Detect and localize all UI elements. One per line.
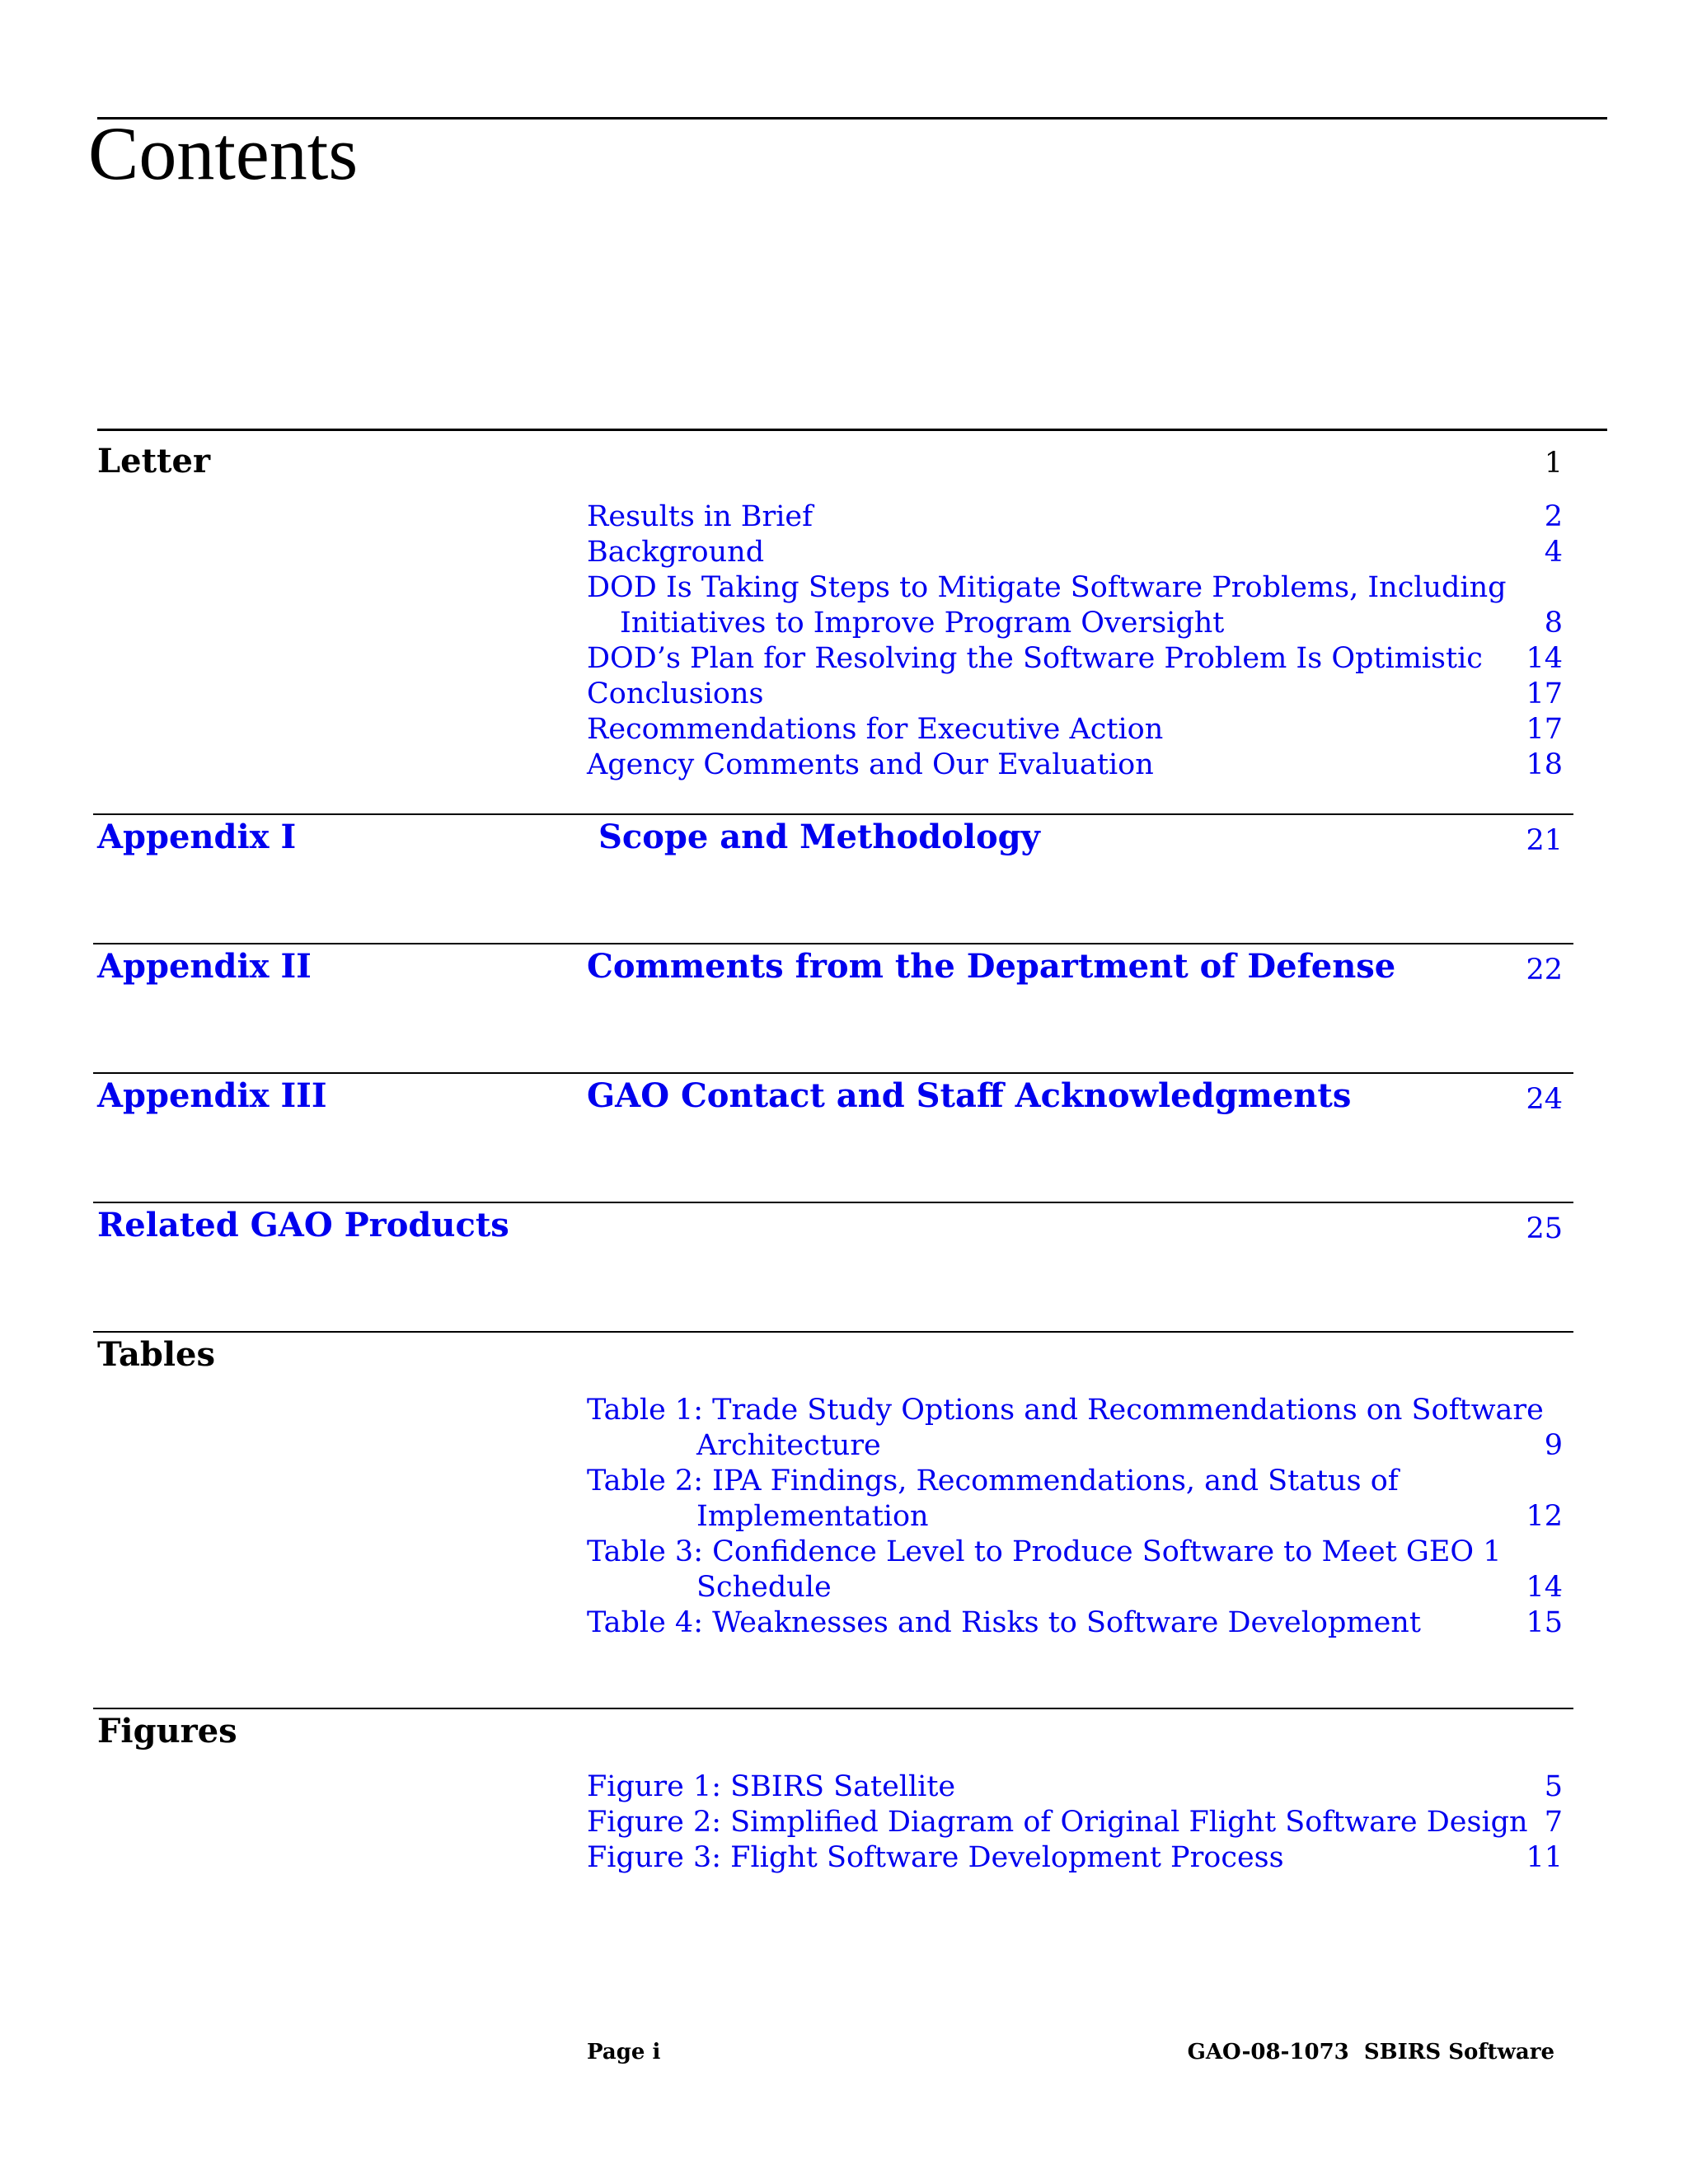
toc-entry[interactable] (587, 499, 1563, 535)
toc-entry[interactable] (587, 1605, 1563, 1641)
toc-entry[interactable] (587, 748, 1563, 783)
toc-entry-text: Table 2: IPA Findings, Recommendations, and Status of (587, 1465, 1399, 1497)
figures-heading: Figures (97, 1712, 237, 1750)
toc-entry-text: Table 4: Weaknesses and Risks to Software Development (587, 1606, 1421, 1639)
toc-entry-text-continued: Implementation (696, 1500, 929, 1533)
toc-entry[interactable] (587, 1840, 1563, 1876)
letter-rule (97, 429, 1607, 431)
letter-page: 1 (1544, 447, 1563, 480)
toc-entry-page: 11 (1526, 1841, 1563, 1874)
toc-entry-text: Results in Brief (587, 500, 814, 533)
toc-entry-page: 4 (1544, 536, 1563, 569)
toc-entry-page: 8 (1544, 607, 1563, 640)
toc-entry-page: 17 (1526, 677, 1563, 710)
toc-entry[interactable] (587, 712, 1563, 748)
appendix-i-rule (93, 813, 1573, 815)
related-rule (93, 1202, 1573, 1203)
toc-entry[interactable] (587, 1805, 1563, 1840)
toc-entry-text: Background (587, 536, 765, 569)
toc-entry-page: 14 (1526, 1571, 1563, 1604)
toc-entry[interactable] (587, 1464, 1563, 1535)
appendix-i-title[interactable]: Scope and Methodology (598, 818, 1040, 856)
toc-entry-page: 12 (1526, 1500, 1563, 1533)
toc-entry-text-continued: Architecture (696, 1429, 881, 1462)
footer-page-label: Page i (587, 2040, 661, 2064)
toc-entry-page: 2 (1544, 500, 1563, 533)
letter-heading: Letter (97, 442, 211, 480)
toc-entry[interactable] (587, 641, 1563, 677)
toc-entry-text: Conclusions (587, 677, 764, 710)
appendix-iii-rule (93, 1072, 1573, 1074)
appendix-iii-page[interactable]: 24 (1526, 1083, 1563, 1116)
appendix-iii-label[interactable]: Appendix III (97, 1076, 327, 1115)
page-title: Contents (88, 111, 359, 195)
related-products-label[interactable]: Related GAO Products (97, 1206, 509, 1244)
toc-entry[interactable] (587, 535, 1563, 570)
tables-rule (93, 1331, 1573, 1333)
toc-entry-text: Table 3: Confidence Level to Produce Software to Meet GEO 1 (587, 1535, 1502, 1568)
appendix-ii-rule (93, 943, 1573, 944)
toc-entry-text: Table 1: Trade Study Options and Recommendations on Software (587, 1394, 1544, 1427)
appendix-ii-page[interactable]: 22 (1526, 954, 1563, 987)
toc-entry-page: 17 (1526, 713, 1563, 746)
toc-entry-page: 15 (1526, 1606, 1563, 1639)
toc-entry-text-continued: Initiatives to Improve Program Oversight (620, 607, 1225, 640)
toc-entry[interactable] (587, 1535, 1563, 1605)
toc-entry-page: 5 (1544, 1770, 1563, 1803)
toc-entry-page: 7 (1544, 1806, 1563, 1839)
toc-entry-text: DOD Is Taking Steps to Mitigate Software Problems, Including (587, 571, 1507, 604)
toc-entry[interactable] (587, 677, 1563, 712)
toc-entry[interactable] (587, 1393, 1563, 1464)
toc-entry-text-continued: Schedule (696, 1571, 832, 1604)
toc-entry-text: DOD’s Plan for Resolving the Software Problem Is Optimistic (587, 642, 1483, 675)
toc-entry-page: 18 (1526, 748, 1563, 781)
appendix-ii-title[interactable]: Comments from the Department of Defense (587, 947, 1396, 986)
toc-entry[interactable] (587, 570, 1563, 641)
related-products-page[interactable]: 25 (1526, 1212, 1563, 1245)
appendix-i-label[interactable]: Appendix I (97, 818, 297, 856)
footer-doc-id: GAO-08-1073 SBIRS Software (1187, 2040, 1554, 2064)
toc-entry-text: Figure 1: SBIRS Satellite (587, 1770, 956, 1803)
toc-entry-text: Figure 2: Simplified Diagram of Original Flight Software Design (587, 1806, 1528, 1839)
toc-entry-text: Recommendations for Executive Action (587, 713, 1164, 746)
tables-heading: Tables (97, 1335, 215, 1374)
toc-entry[interactable] (587, 1769, 1563, 1805)
appendix-i-page[interactable]: 21 (1526, 824, 1563, 857)
toc-entry-text: Agency Comments and Our Evaluation (587, 748, 1154, 781)
toc-entry-text: Figure 3: Flight Software Development Process (587, 1841, 1284, 1874)
appendix-iii-title[interactable]: GAO Contact and Staff Acknowledgments (587, 1076, 1352, 1115)
figures-rule (93, 1708, 1573, 1709)
toc-entry-page: 14 (1526, 642, 1563, 675)
appendix-ii-label[interactable]: Appendix II (97, 947, 312, 986)
toc-entry-page: 9 (1544, 1429, 1563, 1462)
